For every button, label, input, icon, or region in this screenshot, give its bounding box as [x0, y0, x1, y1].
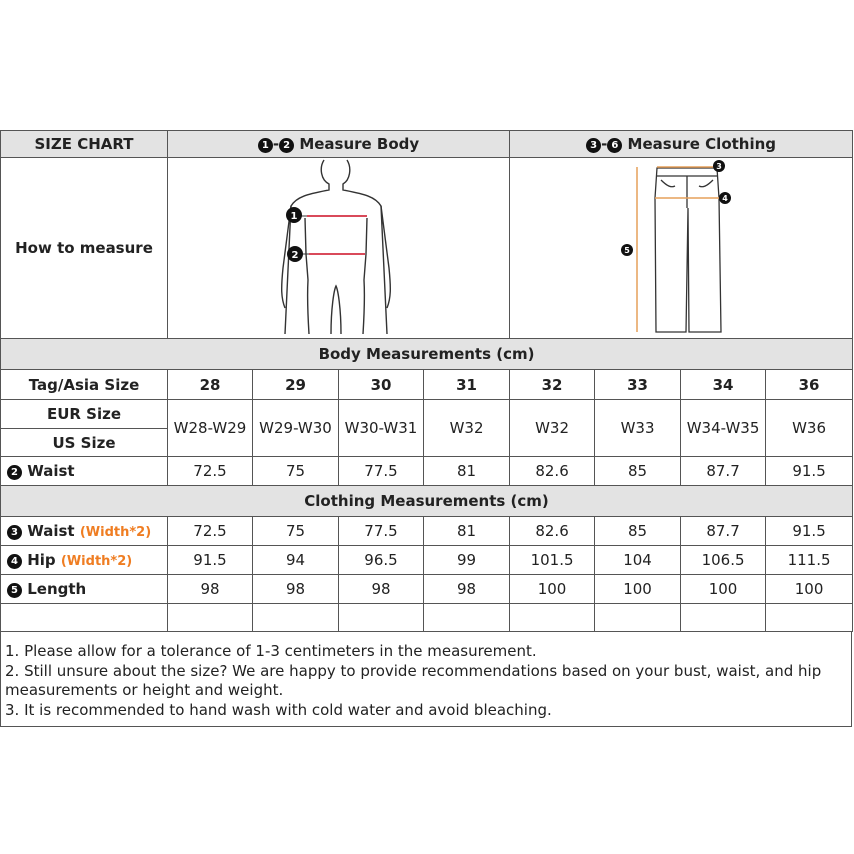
- empty-cell: [681, 604, 766, 632]
- size-chart: [0, 130, 852, 727]
- badge-5: 5: [7, 583, 22, 598]
- note-3: 3. It is recommended to hand wash with cold water and avoid bleaching.: [5, 700, 552, 719]
- clothing-length-row: [1, 575, 853, 604]
- marker-2-label: 2: [291, 250, 298, 261]
- body-waist-label-cell: [1, 457, 168, 486]
- value-cell: 82.6: [510, 517, 595, 546]
- measure-clothing-label: Measure Clothing: [627, 135, 777, 153]
- figures-row: [1, 158, 853, 339]
- pants-illustration: [511, 158, 851, 334]
- measure-body-label: Measure Body: [299, 135, 420, 153]
- value-cell: 100: [510, 575, 595, 604]
- measure-body-header: [168, 131, 510, 158]
- clothing-measurements-section: [1, 486, 853, 517]
- body-figure-cell: [168, 158, 510, 339]
- value-cell: 75: [253, 457, 339, 486]
- eur-us-cell: W29-W30: [253, 400, 339, 457]
- badge-4: 4: [7, 554, 22, 569]
- value-cell: 100: [681, 575, 766, 604]
- size-cell: 30: [339, 370, 424, 400]
- value-cell: 99: [424, 546, 510, 575]
- eur-us-cell: W33: [595, 400, 681, 457]
- eur-us-cell: W34-W35: [681, 400, 766, 457]
- body-measurements-title: Body Measurements (cm): [1, 339, 853, 370]
- empty-cell: [339, 604, 424, 632]
- badge-sep: -: [272, 135, 280, 153]
- empty-cell: [1, 604, 168, 632]
- empty-cell: [253, 604, 339, 632]
- eur-size-label: EUR Size: [1, 400, 168, 429]
- empty-cell: [766, 604, 853, 632]
- size-cell: 34: [681, 370, 766, 400]
- value-cell: 82.6: [510, 457, 595, 486]
- us-size-label: US Size: [1, 429, 168, 457]
- value-cell: 100: [595, 575, 681, 604]
- value-cell: 104: [595, 546, 681, 575]
- value-cell: 91.5: [766, 517, 853, 546]
- body-silhouette-illustration: [169, 158, 509, 334]
- value-cell: 87.7: [681, 517, 766, 546]
- empty-cell: [595, 604, 681, 632]
- size-cell: 36: [766, 370, 853, 400]
- empty-cell: [510, 604, 595, 632]
- clothing-length-label-cell: [1, 575, 168, 604]
- clothing-hip-label-cell: [1, 546, 168, 575]
- clothing-waist-label-cell: [1, 517, 168, 546]
- header-row: [1, 131, 853, 158]
- body-measurements-section: [1, 339, 853, 370]
- clothing-measurements-title: Clothing Measurements (cm): [1, 486, 853, 517]
- value-cell: 98: [168, 575, 253, 604]
- pants-figure-cell: [510, 158, 853, 339]
- value-cell: 100: [766, 575, 853, 604]
- value-cell: 101.5: [510, 546, 595, 575]
- how-to-measure-label: How to measure: [1, 158, 168, 339]
- eur-us-cell: W30-W31: [339, 400, 424, 457]
- value-cell: 77.5: [339, 457, 424, 486]
- size-chart-table: [0, 130, 853, 632]
- value-cell: 106.5: [681, 546, 766, 575]
- marker-4-label: 4: [722, 194, 728, 203]
- eur-us-cell: W32: [510, 400, 595, 457]
- value-cell: 85: [595, 457, 681, 486]
- empty-cell: [168, 604, 253, 632]
- clothing-waist-label: Waist: [27, 522, 75, 540]
- value-cell: 98: [339, 575, 424, 604]
- width-note: (Width*2): [60, 554, 133, 569]
- value-cell: 77.5: [339, 517, 424, 546]
- eur-us-cell: W32: [424, 400, 510, 457]
- notes-box: [0, 632, 852, 727]
- note-1: 1. Please allow for a tolerance of 1-3 centimeters in the measurement.: [5, 642, 537, 660]
- badge-1: 1: [258, 138, 273, 153]
- clothing-waist-row: [1, 517, 853, 546]
- value-cell: 72.5: [168, 457, 253, 486]
- value-cell: 98: [253, 575, 339, 604]
- badge-3: 3: [7, 525, 22, 540]
- badge-2: 2: [279, 138, 294, 153]
- value-cell: 94: [253, 546, 339, 575]
- marker-5-label: 5: [624, 246, 630, 255]
- width-note: (Width*2): [79, 525, 152, 540]
- eur-us-cell: W28-W29: [168, 400, 253, 457]
- clothing-length-label: Length: [27, 580, 87, 598]
- tag-asia-size-row: [1, 370, 853, 400]
- eur-us-cell: W36: [766, 400, 853, 457]
- size-cell: 28: [168, 370, 253, 400]
- value-cell: 91.5: [766, 457, 853, 486]
- value-cell: 75: [253, 517, 339, 546]
- body-waist-row: [1, 457, 853, 486]
- badge-3: 3: [586, 138, 601, 153]
- size-cell: 31: [424, 370, 510, 400]
- size-chart-title: SIZE CHART: [1, 131, 168, 158]
- eur-size-row: [1, 400, 853, 429]
- badge-2: 2: [7, 465, 22, 480]
- value-cell: 72.5: [168, 517, 253, 546]
- value-cell: 81: [424, 517, 510, 546]
- value-cell: 87.7: [681, 457, 766, 486]
- value-cell: 91.5: [168, 546, 253, 575]
- badge-6: 6: [607, 138, 622, 153]
- size-cell: 33: [595, 370, 681, 400]
- size-cell: 29: [253, 370, 339, 400]
- empty-row: [1, 604, 853, 632]
- size-cell: 32: [510, 370, 595, 400]
- measure-clothing-header: [510, 131, 853, 158]
- badge-sep: -: [601, 135, 608, 153]
- marker-1-label: 1: [290, 211, 297, 222]
- clothing-hip-row: [1, 546, 853, 575]
- value-cell: 96.5: [339, 546, 424, 575]
- value-cell: 85: [595, 517, 681, 546]
- value-cell: 111.5: [766, 546, 853, 575]
- tag-asia-size-label: Tag/Asia Size: [1, 370, 168, 400]
- body-waist-label: Waist: [27, 462, 75, 480]
- note-2: 2. Still unsure about the size? We are happy to provide recommendations based on your bust, waist, and hip measurements or height and weight.: [5, 661, 822, 699]
- value-cell: 98: [424, 575, 510, 604]
- value-cell: 81: [424, 457, 510, 486]
- empty-cell: [424, 604, 510, 632]
- marker-3-label: 3: [716, 162, 722, 171]
- clothing-hip-label: Hip: [27, 551, 56, 569]
